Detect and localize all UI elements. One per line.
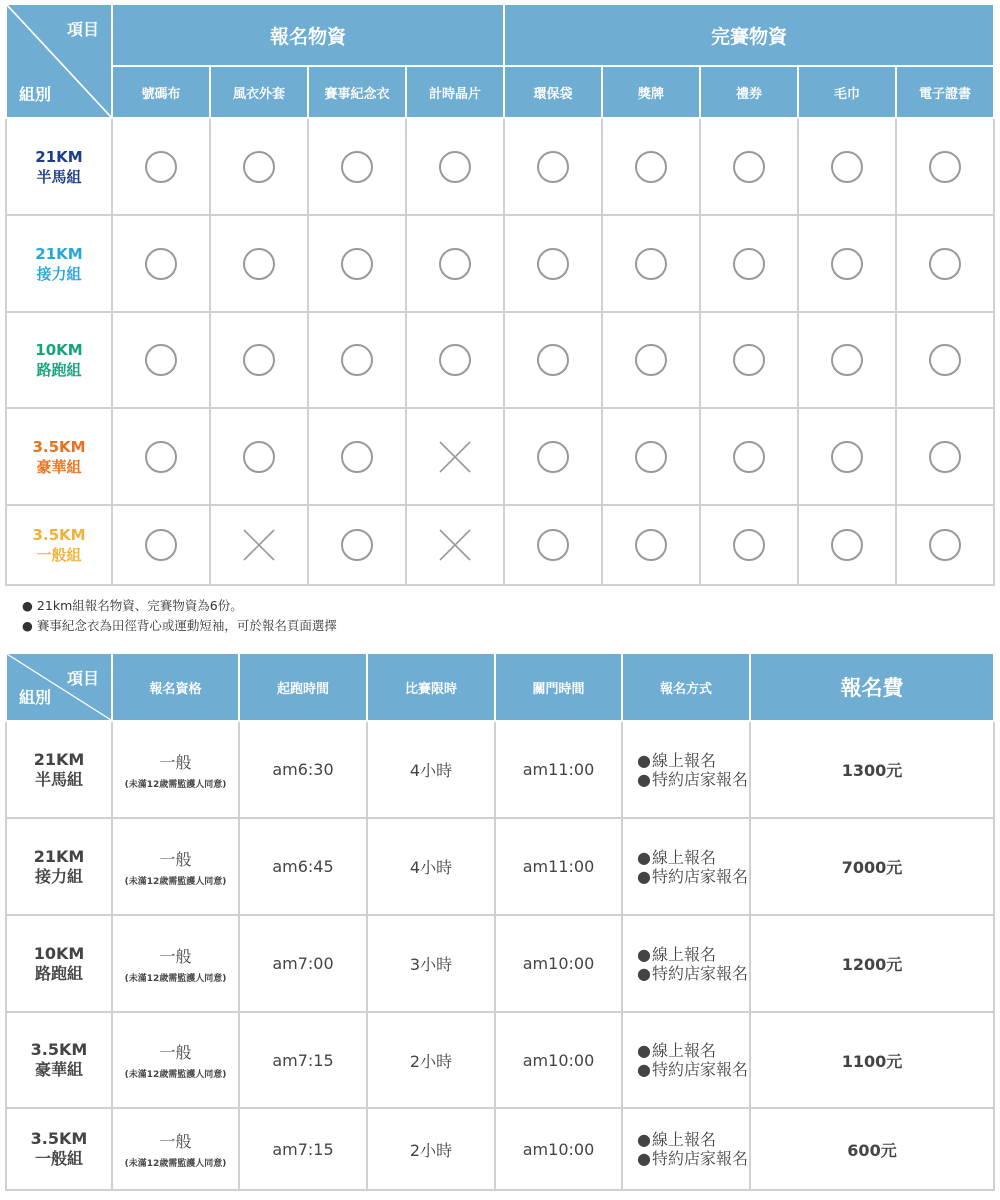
circle-icon: [243, 344, 275, 376]
start-time: am6:45: [239, 818, 367, 915]
circle-icon: [635, 441, 667, 473]
mark-cell: [602, 118, 700, 215]
time-limit: 2小時: [367, 1012, 495, 1108]
column-header: 起跑時間: [239, 653, 367, 721]
circle-icon: [733, 529, 765, 561]
mark-cell: [798, 215, 896, 312]
circle-icon: [635, 151, 667, 183]
group-name: 豪華組: [34, 1060, 83, 1079]
table-row: [6, 215, 994, 312]
qualification: 一般: [159, 1043, 192, 1062]
circle-icon: [439, 151, 471, 183]
mark-cell: [406, 312, 504, 408]
mark-cell: [406, 118, 504, 215]
registration-methods: [622, 915, 750, 1012]
group-name: 半馬組: [36, 167, 82, 186]
mark-cell: [210, 118, 308, 215]
circle-icon: [635, 344, 667, 376]
column-header: 獎牌: [602, 66, 700, 118]
closing-time: am11:00: [495, 721, 622, 818]
registration-fee: 1100元: [750, 1012, 994, 1108]
table-row: [6, 1012, 994, 1108]
circle-icon: [145, 248, 177, 280]
group-distance: 21KM: [33, 749, 85, 769]
qualification: 一般: [159, 946, 192, 966]
column-header: 電子證書: [896, 66, 994, 118]
qualification: 一般: [159, 849, 192, 869]
registration-methods: [622, 721, 750, 818]
mark-cell: [504, 215, 602, 312]
table-row: [6, 818, 994, 915]
qualification: 一般: [159, 1132, 192, 1151]
section-header-finisher-supplies: 完賽物資: [504, 4, 994, 66]
circle-icon: [537, 441, 569, 473]
mark-cell: [308, 505, 406, 585]
mark-cell: [504, 312, 602, 408]
method-item: ● 特約店家報名: [637, 770, 749, 789]
qualification-note: (未滿12歲需監護人同意): [124, 779, 227, 790]
group-label-cell: [6, 312, 112, 408]
circle-icon: [341, 248, 373, 280]
registration-fee: 7000元: [750, 818, 994, 915]
corner-item-label: 項目: [66, 20, 99, 39]
group-name: 豪華組: [36, 457, 82, 476]
mark-cell: [210, 505, 308, 585]
mark-cell: [504, 118, 602, 215]
mark-cell: [308, 408, 406, 505]
table-row: [6, 408, 994, 505]
table-corner-header: [6, 653, 112, 721]
circle-icon: [929, 441, 961, 473]
circle-icon: [733, 248, 765, 280]
group-name: 路跑組: [34, 963, 83, 983]
circle-icon: [635, 529, 667, 561]
mark-cell: [112, 312, 210, 408]
table-row: [6, 915, 994, 1012]
mark-cell: [602, 505, 700, 585]
column-header: 報名費: [750, 653, 994, 721]
cross-icon: [438, 440, 472, 474]
method-item: ● 線上報名: [637, 751, 749, 770]
time-limit: 4小時: [367, 721, 495, 818]
table-row: [6, 1108, 994, 1190]
registration-methods: [622, 1108, 750, 1190]
qualification-cell: [112, 1012, 239, 1108]
method-item: ● 線上報名: [637, 848, 749, 867]
circle-icon: [537, 248, 569, 280]
cross-icon: [242, 528, 276, 562]
group-name: 一般組: [36, 546, 82, 564]
circle-icon: [733, 441, 765, 473]
start-time: am7:15: [239, 1012, 367, 1108]
group-distance: 21KM: [33, 846, 85, 866]
mark-cell: [210, 312, 308, 408]
circle-icon: [145, 344, 177, 376]
circle-icon: [831, 248, 863, 280]
start-time: am6:30: [239, 721, 367, 818]
circle-icon: [831, 151, 863, 183]
closing-time: am11:00: [495, 818, 622, 915]
mark-cell: [112, 505, 210, 585]
column-header: 關門時間: [495, 653, 622, 721]
group-label-cell: [6, 1108, 112, 1190]
registration-table: [5, 652, 995, 1191]
group-label-cell: [6, 505, 112, 585]
group-distance: 3.5KM: [32, 437, 86, 456]
closing-time: am10:00: [495, 1108, 622, 1190]
circle-icon: [733, 344, 765, 376]
note-item: ● 21km組報名物資、完賽物資為6份。: [22, 596, 337, 616]
group-distance: 10KM: [35, 341, 83, 359]
column-header: 比賽限時: [367, 653, 495, 721]
column-header: 號碼布: [112, 66, 210, 118]
table-row: [6, 118, 994, 215]
circle-icon: [243, 151, 275, 183]
circle-icon: [929, 344, 961, 376]
circle-icon: [929, 248, 961, 280]
qualification-cell: [112, 818, 239, 915]
mark-cell: [700, 312, 798, 408]
mark-cell: [798, 408, 896, 505]
mark-cell: [308, 215, 406, 312]
group-label-cell: [6, 721, 112, 818]
mark-cell: [112, 215, 210, 312]
table-row: [6, 721, 994, 818]
method-item: ● 線上報名: [637, 1130, 749, 1149]
mark-cell: [700, 215, 798, 312]
mark-cell: [210, 408, 308, 505]
corner-group-label: 組別: [19, 688, 52, 707]
column-header: 報名方式: [622, 653, 750, 721]
registration-fee: 600元: [750, 1108, 994, 1190]
column-header: 賽事紀念衣: [308, 66, 406, 118]
mark-cell: [798, 505, 896, 585]
supplies-table: [5, 3, 995, 586]
group-label-cell: [6, 118, 112, 215]
circle-icon: [537, 529, 569, 561]
note-item: ● 賽事紀念衣為田徑背心或運動短袖，可於報名頁面選擇: [22, 616, 337, 636]
mark-cell: [700, 505, 798, 585]
mark-cell: [112, 408, 210, 505]
method-item: ● 特約店家報名: [637, 1060, 749, 1079]
method-item: ● 線上報名: [637, 1041, 749, 1060]
mark-cell: [406, 505, 504, 585]
qualification-note: (未滿12歲需監護人同意): [124, 973, 227, 984]
circle-icon: [929, 529, 961, 561]
mark-cell: [602, 215, 700, 312]
mark-cell: [504, 505, 602, 585]
mark-cell: [896, 312, 994, 408]
time-limit: 3小時: [367, 915, 495, 1012]
mark-cell: [504, 408, 602, 505]
column-header: 報名資格: [112, 653, 239, 721]
qualification-note: (未滿12歲需監護人同意): [124, 876, 227, 887]
closing-time: am10:00: [495, 1012, 622, 1108]
mark-cell: [602, 408, 700, 505]
group-name: 半馬組: [34, 769, 83, 789]
mark-cell: [798, 312, 896, 408]
group-distance: 3.5KM: [30, 1040, 88, 1059]
qualification: 一般: [159, 752, 192, 772]
group-name: 路跑組: [36, 361, 82, 379]
group-distance: 3.5KM: [32, 526, 86, 544]
circle-icon: [929, 151, 961, 183]
corner-item-label: 項目: [66, 669, 99, 688]
circle-icon: [243, 441, 275, 473]
column-header: 計時晶片: [406, 66, 504, 118]
qualification-note: (未滿12歲需監護人同意): [124, 1070, 227, 1080]
mark-cell: [602, 312, 700, 408]
circle-icon: [145, 529, 177, 561]
circle-icon: [635, 248, 667, 280]
notes: [22, 596, 337, 636]
circle-icon: [439, 344, 471, 376]
mark-cell: [896, 118, 994, 215]
column-header: 風衣外套: [210, 66, 308, 118]
qualification-cell: [112, 721, 239, 818]
time-limit: 2小時: [367, 1108, 495, 1190]
group-distance: 21KM: [35, 147, 83, 166]
table-row: [6, 312, 994, 408]
circle-icon: [341, 441, 373, 473]
method-item: ● 特約店家報名: [637, 1149, 749, 1168]
group-distance: 3.5KM: [30, 1129, 88, 1148]
mark-cell: [406, 408, 504, 505]
mark-cell: [700, 118, 798, 215]
corner-group-label: 組別: [19, 85, 52, 104]
circle-icon: [537, 344, 569, 376]
qualification-cell: [112, 915, 239, 1012]
circle-icon: [145, 151, 177, 183]
mark-cell: [798, 118, 896, 215]
registration-fee: 1300元: [750, 721, 994, 818]
group-name: 一般組: [34, 1149, 83, 1168]
closing-time: am10:00: [495, 915, 622, 1012]
column-header: 禮券: [700, 66, 798, 118]
registration-methods: [622, 818, 750, 915]
circle-icon: [733, 151, 765, 183]
method-item: ● 特約店家報名: [637, 867, 749, 886]
section-header-registration-supplies: 報名物資: [112, 4, 504, 66]
group-label-cell: [6, 215, 112, 312]
circle-icon: [831, 441, 863, 473]
table-row: [6, 505, 994, 585]
circle-icon: [341, 344, 373, 376]
mark-cell: [308, 312, 406, 408]
mark-cell: [700, 408, 798, 505]
cross-icon: [438, 528, 472, 562]
start-time: am7:15: [239, 1108, 367, 1190]
start-time: am7:00: [239, 915, 367, 1012]
table-corner-header: [6, 4, 112, 118]
circle-icon: [341, 151, 373, 183]
method-item: ● 線上報名: [637, 945, 749, 964]
mark-cell: [406, 215, 504, 312]
mark-cell: [308, 118, 406, 215]
group-label-cell: [6, 818, 112, 915]
group-distance: 21KM: [35, 244, 83, 263]
mark-cell: [896, 215, 994, 312]
group-name: 接力組: [36, 264, 82, 283]
group-name: 接力組: [34, 866, 83, 886]
column-header: 毛巾: [798, 66, 896, 118]
circle-icon: [243, 248, 275, 280]
mark-cell: [112, 118, 210, 215]
circle-icon: [341, 529, 373, 561]
registration-fee: 1200元: [750, 915, 994, 1012]
group-distance: 10KM: [33, 943, 85, 963]
mark-cell: [896, 408, 994, 505]
group-label-cell: [6, 915, 112, 1012]
method-item: ● 特約店家報名: [637, 964, 749, 983]
registration-methods: [622, 1012, 750, 1108]
circle-icon: [831, 344, 863, 376]
group-label-cell: [6, 408, 112, 505]
circle-icon: [439, 248, 471, 280]
column-header: 環保袋: [504, 66, 602, 118]
circle-icon: [831, 529, 863, 561]
mark-cell: [896, 505, 994, 585]
group-label-cell: [6, 1012, 112, 1108]
qualification-note: (未滿12歲需監護人同意): [124, 1159, 227, 1169]
circle-icon: [537, 151, 569, 183]
qualification-cell: [112, 1108, 239, 1190]
circle-icon: [145, 441, 177, 473]
time-limit: 4小時: [367, 818, 495, 915]
mark-cell: [210, 215, 308, 312]
